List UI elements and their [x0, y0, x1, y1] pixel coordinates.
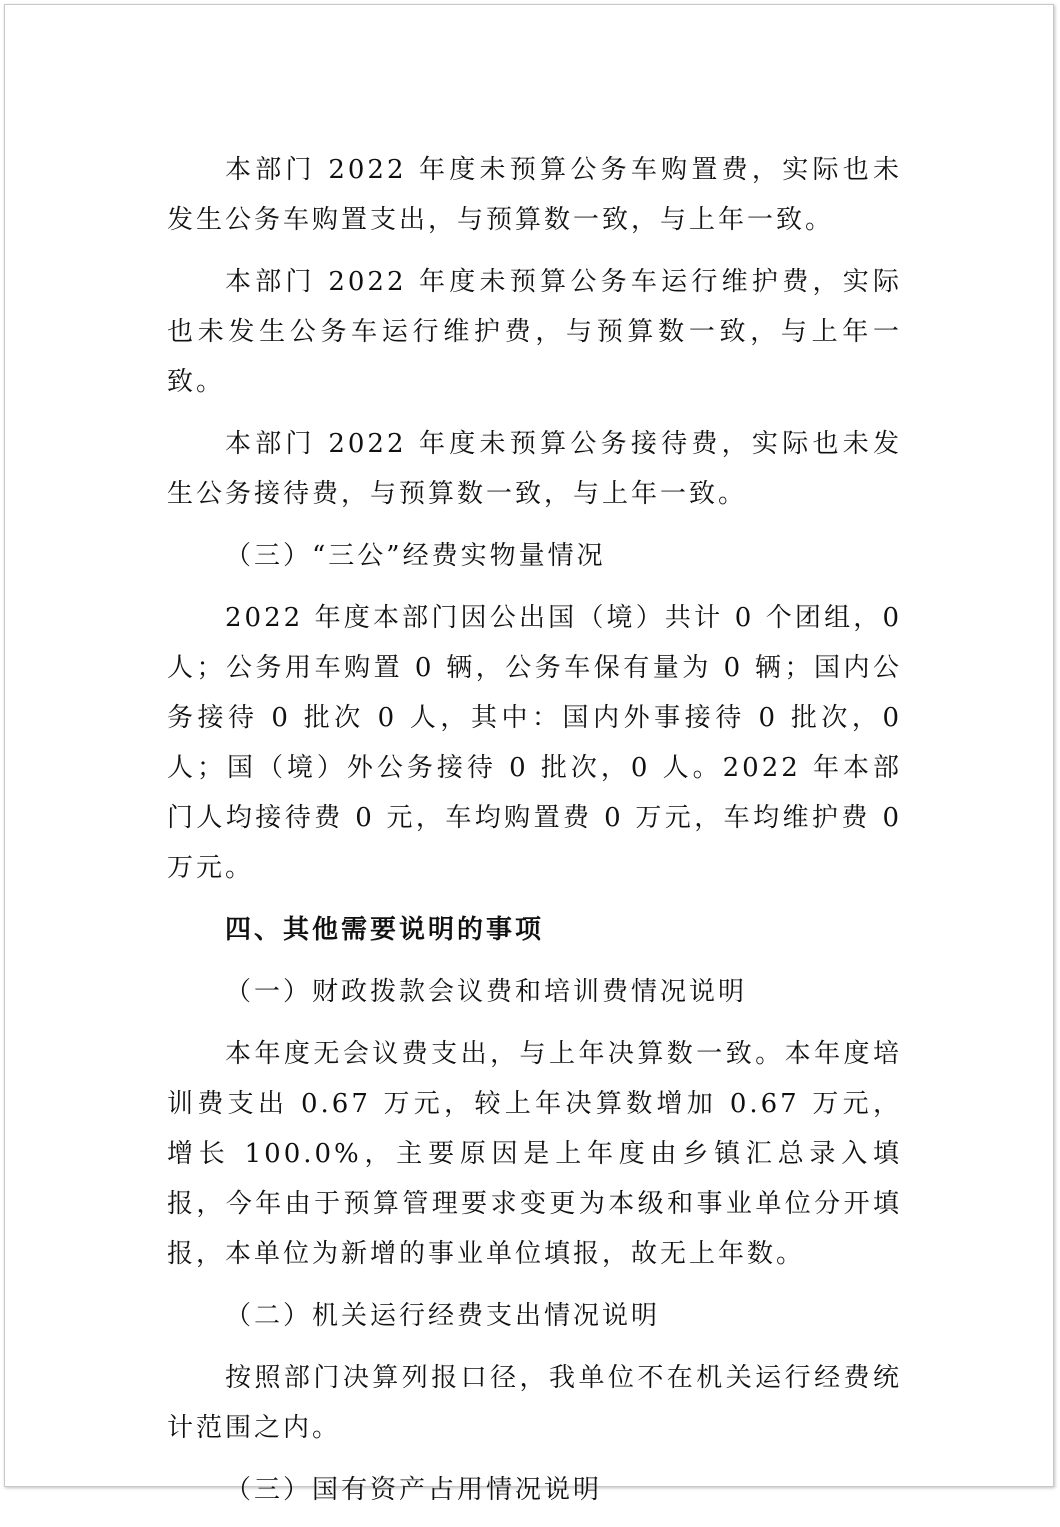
heading-operating-expenses: （二）机关运行经费支出情况说明 — [225, 1301, 661, 1331]
paragraph-reception: 本部门 2022 年度未预算公务接待费，实际也未发生公务接待费，与预算数一致，与上年一致。 — [167, 429, 902, 509]
paragraph-operating-expenses: 按照部门决算列报口径，我单位不在机关运行经费统计范围之内。 — [167, 1363, 902, 1443]
paragraph-quantities: 2022 年度本部门因公出国（境）共计 0 个团组，0 人；公务用车购置 0 辆，公务车保有量为 0 辆；国内公务接待 0 批次 0 人，其中：国内外事接待 0 批次，0 人；国（境）外公务接待 0 批次，0 人。2022 年本部门人均接待费 0 元，车均购置费 0 万元，车均维护费 0 万元。 — [167, 603, 902, 883]
document-body — [167, 145, 902, 1527]
document-page — [4, 4, 1054, 1505]
paragraph-vehicle-purchase: 本部门 2022 年度未预算公务车购置费，实际也未发生公务车购置支出，与预算数一致，与上年一致。 — [167, 155, 902, 235]
heading-state-assets: （三）国有资产占用情况说明 — [225, 1475, 603, 1505]
paragraph-vehicle-maintenance: 本部门 2022 年度未预算公务车运行维护费，实际也未发生公务车运行维护费，与预算数一致，与上年一致。 — [167, 267, 902, 397]
heading-three-public-quantities: （三）“三公”经费实物量情况 — [225, 541, 606, 571]
paragraph-meeting-training: 本年度无会议费支出，与上年决算数一致。本年度培训费支出 0.67 万元，较上年决算数增加 0.67 万元，增长 100.0%，主要原因是上年度由乡镇汇总录入填报，今年由于预算管理要求变更为本级和事业单位分开填报，本单位为新增的事业单位填报，故无上年数。 — [167, 1039, 902, 1269]
heading-meeting-training: （一）财政拨款会议费和培训费情况说明 — [225, 977, 748, 1007]
heading-other-matters: 四、其他需要说明的事项 — [225, 915, 545, 945]
